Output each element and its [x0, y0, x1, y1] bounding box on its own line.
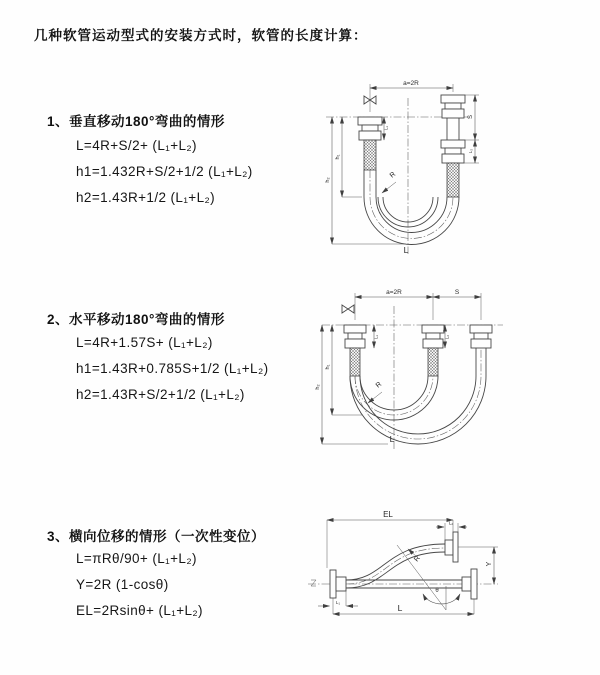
fitting-right-upper: [441, 95, 465, 140]
fitting-left: [358, 117, 382, 170]
dim-y-label: Y: [486, 561, 493, 567]
right-dimensions: [459, 95, 479, 163]
el-dimension: [327, 510, 453, 568]
dim-h1-label: h₁: [325, 364, 331, 370]
section2-formula-h2: h2=1.43R+S/2+1/2 (L₁+L₂): [76, 387, 245, 402]
dim-h2-label: h₂: [325, 177, 331, 183]
dim-el-label: EL: [383, 510, 393, 519]
diagram-horizontal-180-bend: [308, 282, 593, 452]
fitting-middle: [422, 325, 444, 376]
section1-formula-l: L=4R+S/2+ (L₁+L₂): [76, 138, 197, 153]
fitting-right-lower: [441, 140, 465, 197]
radius-callout: [408, 549, 422, 563]
section1-formula-h1: h1=1.432R+S/2+1/2 (L₁+L₂): [76, 164, 253, 179]
flange-left: [330, 570, 346, 598]
dim-a2r-label: a=2R: [386, 289, 402, 296]
dim-s-label: S: [454, 289, 460, 296]
section3-heading: 3、横向位移的情形（一次性变位）: [47, 529, 266, 544]
diagram-lateral-displacement: [300, 498, 600, 648]
length-label: L: [403, 245, 409, 255]
braid-section: [364, 140, 376, 170]
dim-l1-label: L₁: [335, 600, 341, 605]
l2-dimension: [436, 521, 467, 541]
page-title: 几种软管运动型式的安装方式时，软管的长度计算：: [34, 28, 368, 43]
radius-label: R: [374, 380, 384, 390]
section3-formula-el: EL=2Rsinθ+ (L₁+L₂): [76, 603, 203, 618]
radius-label: R: [388, 170, 398, 180]
top-dimension: [355, 289, 481, 320]
length-label: L: [397, 603, 403, 613]
section2-formula-h1: h1=1.43R+0.785S+1/2 (L₁+L₂): [76, 361, 269, 376]
dim-l2-label: L₂: [468, 148, 473, 154]
radius-callout: [382, 171, 397, 193]
section2-formula-l: L=4R+1.57S+ (L₁+L₂): [76, 335, 213, 350]
dim-h1-label: h₁: [335, 154, 341, 160]
dim-s-label: S: [468, 114, 474, 120]
fitting-right: [470, 325, 492, 348]
braid-section: [428, 348, 438, 376]
section3-formula-y: Y=2R (1-cosθ): [76, 577, 169, 592]
axis-mark: [311, 580, 316, 586]
dim-l1-label: L₁: [383, 125, 389, 131]
hose-displaced-position: [346, 544, 445, 588]
dim-l1-label: L₁: [373, 334, 379, 340]
section1-formula-h2: h2=1.43R+1/2 (L₁+L₂): [76, 190, 216, 205]
l1-dimension: [318, 591, 358, 606]
dim-h2-label: h₂: [315, 384, 321, 390]
dim-a2r-label: a=2R: [403, 80, 419, 87]
fitting-left: [344, 325, 366, 376]
section2-heading: 2、水平移动180°弯曲的情形: [47, 312, 225, 327]
radius-label: R: [413, 554, 422, 564]
valve-icon: [342, 305, 354, 313]
length-label: L: [389, 434, 395, 444]
section1-heading: 1、垂直移动180°弯曲的情形: [47, 114, 225, 129]
diagram-vertical-180-bend: [312, 72, 582, 257]
flange-top-right: [445, 532, 458, 562]
section3-formula-l: L=πRθ/90+ (L₁+L₂): [76, 551, 197, 566]
braid-section: [447, 163, 459, 197]
radius-callout: [368, 381, 383, 403]
dim-l2-label: L₂: [444, 334, 450, 340]
dim-l2-label: L₂: [448, 520, 454, 526]
angle-theta-label: θ: [435, 588, 439, 594]
top-dimension: [370, 80, 453, 112]
braid-section: [350, 348, 360, 376]
flange-right-mid: [462, 569, 477, 599]
hose-u-arcs: [364, 170, 459, 245]
hose-u-arcs: [350, 348, 486, 444]
